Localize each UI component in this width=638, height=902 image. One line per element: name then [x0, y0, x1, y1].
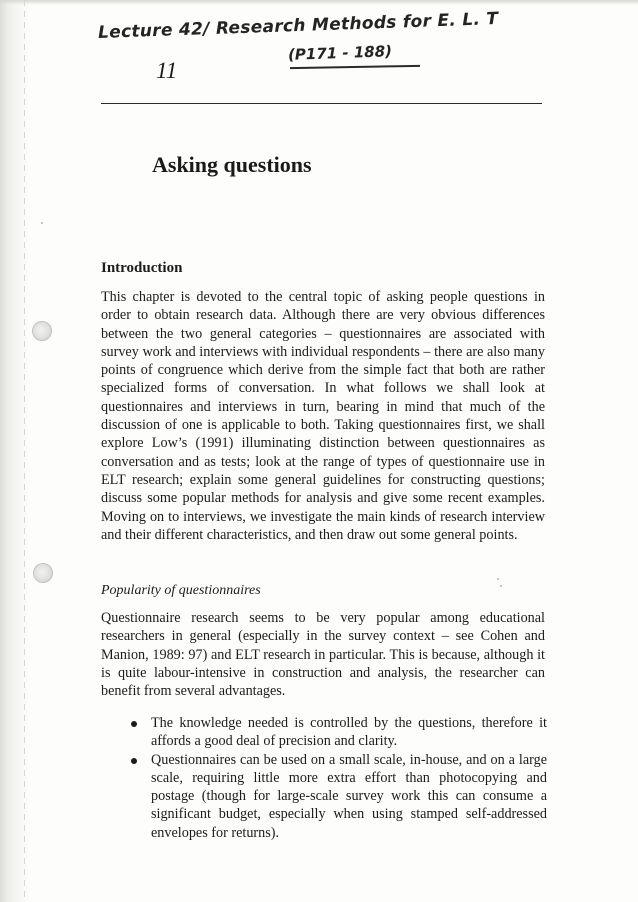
bullet-item: [127, 714, 547, 751]
page-binding-edge: [24, 0, 25, 902]
handwritten-underline: [290, 65, 420, 69]
punch-hole-upper: [32, 321, 52, 341]
popularity-paragraph: Questionnaire research seems to be very popular among educational researchers in general (especially in the survey context – see Cohen and Manion, 1989: 97) and ELT research in particular. This is because, although it is quite labour-intensive in construction and analysis, the researcher can benefit from several advantages.: [101, 610, 545, 700]
bullet-text: The knowledge needed is controlled by the questions, therefore it affords a good deal of precision and clarity.: [151, 715, 547, 750]
bullet-text: Questionnaires can be used on a small scale, in-house, and on a large scale, requiring little more extra effort than photocopying and postage (though for large-scale survey work this can consume a significant budget, especially when using stamped self-addressed envelopes for returns).: [151, 751, 547, 841]
bullet-dot-icon: [131, 758, 137, 764]
chapter-title: Asking questions: [152, 152, 312, 177]
advantages-bullet-list: [127, 714, 547, 842]
bullet-item: [127, 751, 547, 842]
introduction-heading: Introduction: [101, 260, 183, 276]
punch-hole-lower: [33, 563, 53, 583]
handwritten-lecture-note: Lecture 42/ Research Methods for E. L. T: [97, 9, 499, 43]
handwritten-page-range: (P171 - 188): [287, 42, 393, 64]
bullet-dot-icon: [131, 721, 137, 727]
chapter-number: 11: [156, 58, 178, 83]
scan-speck: [41, 222, 43, 224]
introduction-paragraph: This chapter is devoted to the central topic of asking people questions in order to obtain research data. Although there are very obvious differences between the two general categories – questionnaires are associated with survey work and interviews with individual respondents – there are also many points of congruence which derive from the simple fact that both are rather specialized forms of conversation. In what follows we shall look at questionnaires and interviews in turn, bearing in mind that much of the discussion of one is applicable to both. Taking questionnaires first, we shall explore Low’s (1991) illuminating distinction between questionnaires as conversation and as tests; look at the range of types of questionnaire use in ELT research; explain some general guidelines for constructing questions; discuss some popular methods for analysis and give some recent examples. Moving on to interviews, we investigate the main kinds of research interview and their different characteristics, and then draw out some general points.: [101, 289, 545, 543]
chapter-divider-rule: [101, 103, 542, 104]
scan-speck: [497, 578, 499, 580]
page-top-shadow: [0, 0, 638, 5]
scan-speck: [500, 585, 502, 587]
page-binding-shadow: [0, 0, 30, 902]
popularity-subheading: Popularity of questionnaires: [101, 583, 261, 598]
